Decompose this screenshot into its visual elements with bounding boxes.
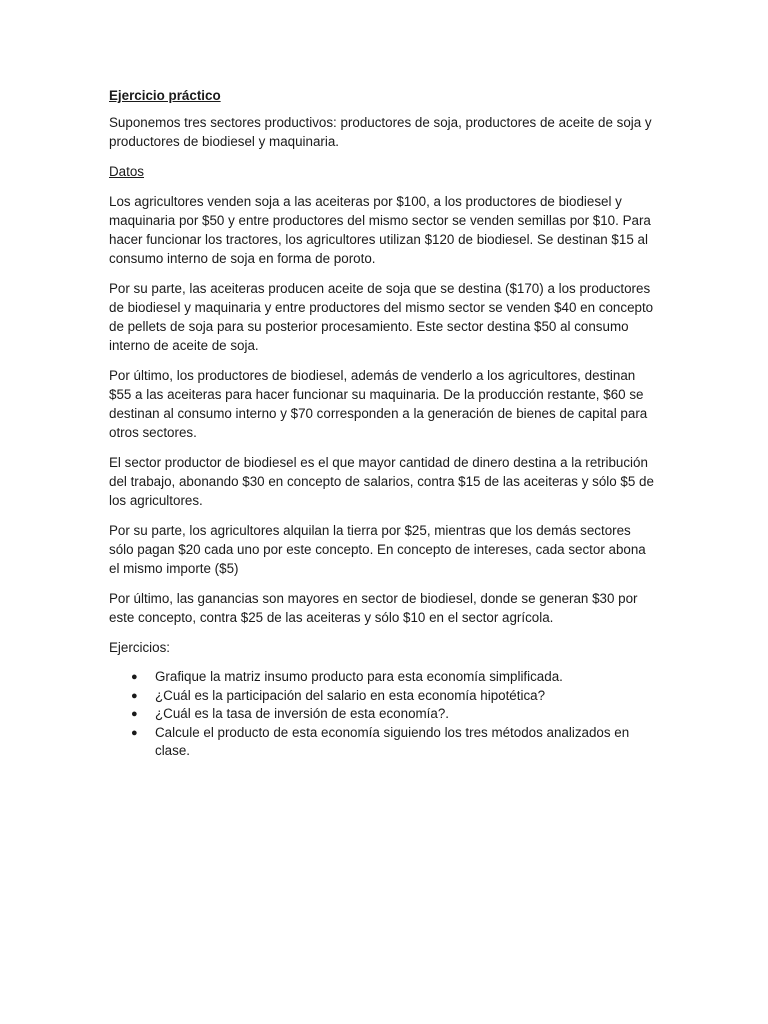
- document-title: Ejercicio práctico: [109, 88, 221, 103]
- question-text: ¿Cuál es la tasa de inversión de esta economía?.: [155, 706, 450, 721]
- list-item: [109, 724, 657, 761]
- paragraph-biodiesel: Por último, los productores de biodiesel, además de venderlo a los agricultores, destinan $55 a las aceiteras para hacer funcionar su maquinaria. De la producción restante, $60 se destinan al consumo interno y $70 corresponden a la generación de bienes de capital para otros sectores.: [109, 368, 648, 440]
- paragraph-aceiteras: Por su parte, las aceiteras producen aceite de soja que se destina ($170) a los productores de biodiesel y maquinaria y entre productores del mismo sector se venden $40 en concepto de pellets de soja para su posterior procesamiento. Este sector destina $50 al consumo interno de aceite de soja.: [109, 281, 654, 353]
- bullet-icon: ●: [131, 708, 138, 720]
- exercises-label: Ejercicios:: [109, 640, 171, 655]
- paragraph-ganancias: Por último, las ganancias son mayores en sector de biodiesel, donde se generan $30 por este concepto, contra $25 de las aceiteras y sólo $10 en el sector agrícola.: [109, 591, 638, 625]
- bullet-icon: ●: [131, 726, 138, 739]
- document-page: [109, 86, 657, 761]
- question-text: ¿Cuál es la participación del salario en esta economía hipotética?: [155, 687, 546, 703]
- paragraph-agricultores: Los agricultores venden soja a las aceiteras por $100, a los productores de biodiesel y maquinaria por $50 y entre productores del mismo sector se venden semillas por $10. Para hacer funcionar los tractores, los agricultores utilizan $120 de biodiesel. Se destinan $15 al consumo interno de soja en forma de poroto.: [109, 194, 651, 266]
- data-section-label: Datos: [109, 164, 144, 179]
- bullet-icon: ●: [131, 689, 138, 702]
- list-item: [109, 705, 657, 724]
- list-item: [109, 668, 657, 687]
- question-text: Grafique la matriz insumo producto para esta economía simplificada.: [155, 669, 563, 684]
- paragraph-salarios: El sector productor de biodiesel es el que mayor cantidad de dinero destina a la retribución del trabajo, abonando $30 en concepto de salarios, contra $15 de las aceiteras y sólo $5 de los agricultores.: [109, 455, 654, 508]
- questions-list: [109, 668, 657, 761]
- paragraph-alquiler-intereses: Por su parte, los agricultores alquilan la tierra por $25, mientras que los demás sectores sólo pagan $20 cada uno por este concepto. En concepto de intereses, cada sector abona el mismo importe ($5): [109, 523, 646, 576]
- intro-paragraph: Suponemos tres sectores productivos: productores de soja, productores de aceite de soja y productores de biodiesel y maquinaria.: [109, 115, 652, 149]
- question-text: Calcule el producto de esta economía siguiendo los tres métodos analizados en clase.: [155, 724, 630, 758]
- list-item: [109, 687, 657, 706]
- bullet-icon: ●: [131, 671, 138, 683]
